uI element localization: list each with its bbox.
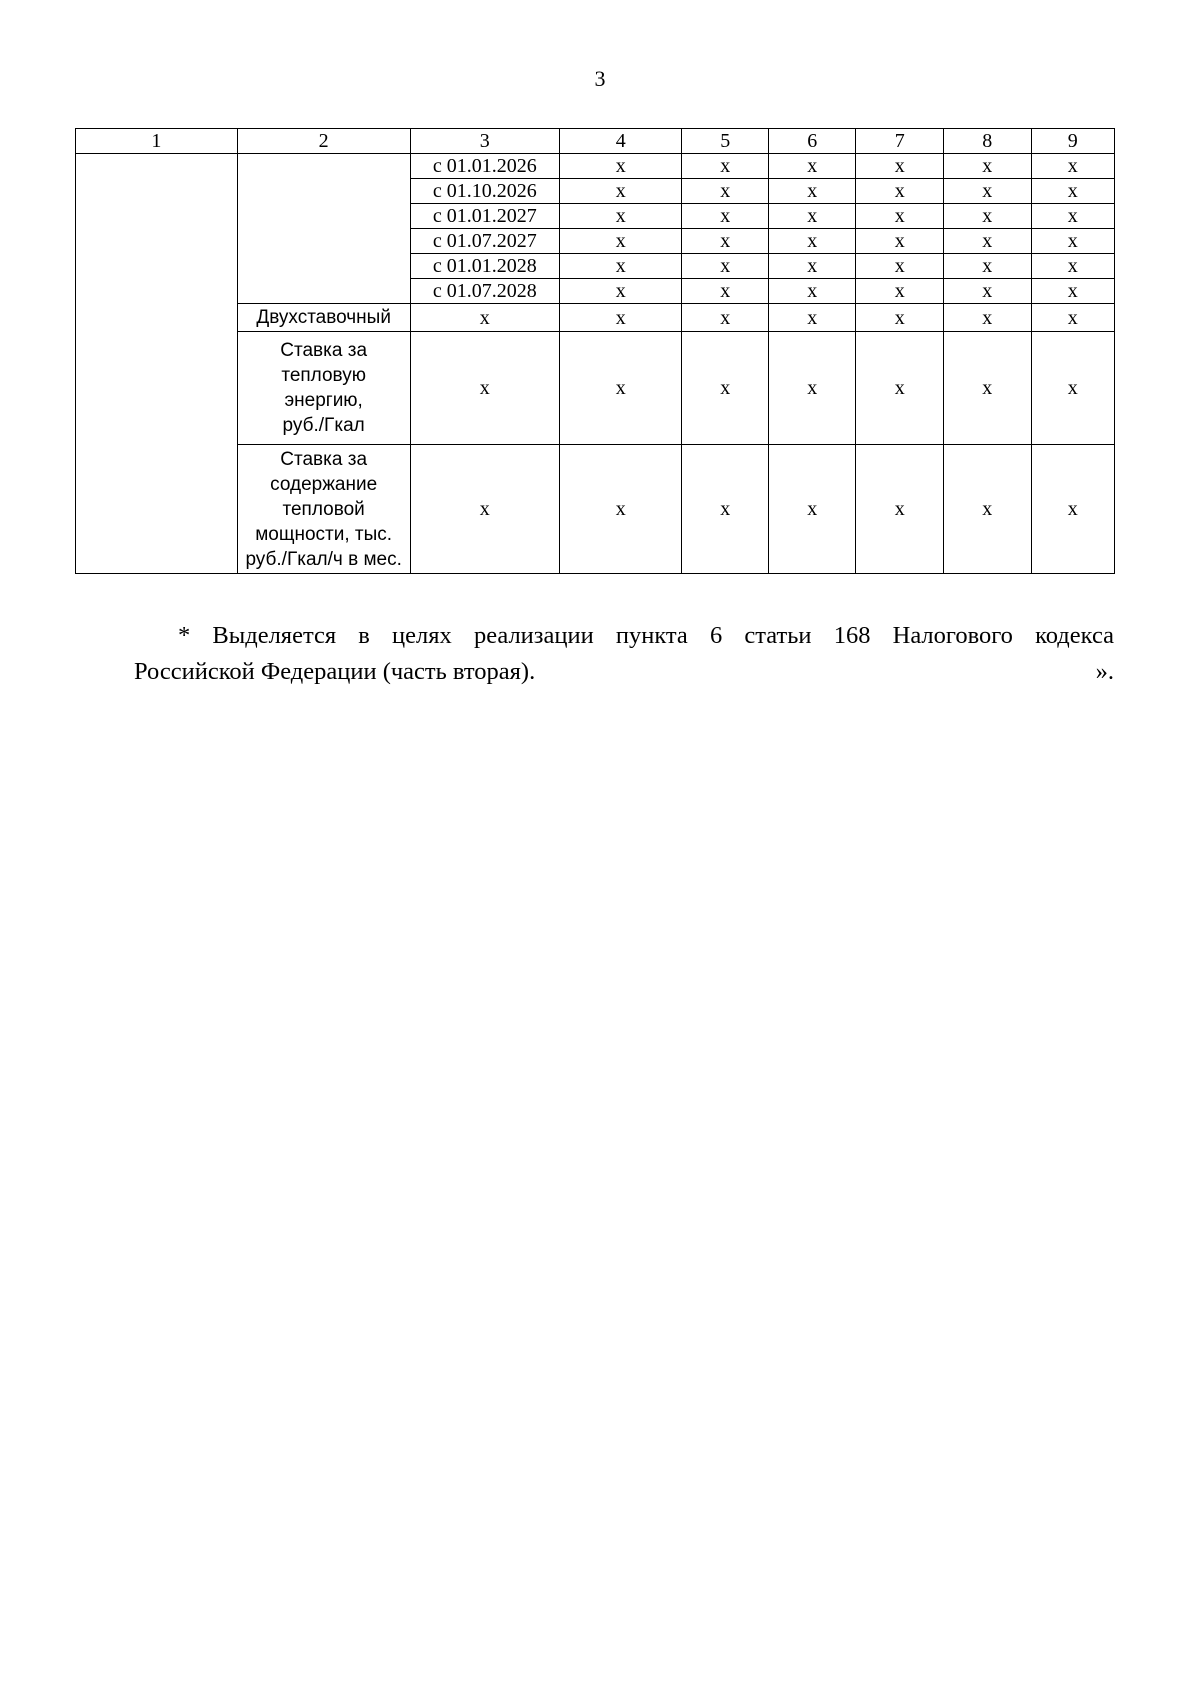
header-cell: 6 xyxy=(768,129,856,154)
mark-cell: х xyxy=(856,154,944,179)
mark-cell: х xyxy=(856,204,944,229)
mark-cell: х xyxy=(768,204,856,229)
mark-cell: х xyxy=(1031,332,1115,445)
label-line: Ставка за xyxy=(280,340,368,361)
mark-cell: х xyxy=(1031,229,1115,254)
mark-cell: х xyxy=(682,179,768,204)
label-line: тепловую xyxy=(281,365,366,386)
mark-cell: х xyxy=(559,279,682,304)
label-line: тепловой xyxy=(282,498,365,520)
label-line: мощности, тыс. xyxy=(255,523,393,545)
mark-cell: х xyxy=(943,229,1031,254)
mark-cell: х xyxy=(682,204,768,229)
footnote-line-1: * Выделяется в целях реализации пункта 6 статьи 168 Налогового кодекса xyxy=(178,622,1114,649)
header-cell: 2 xyxy=(237,129,410,154)
blank-cell xyxy=(237,154,410,304)
mark-cell: х xyxy=(559,229,682,254)
label-line: содержание xyxy=(270,473,378,495)
mark-cell: х xyxy=(559,332,682,445)
mark-cell: х xyxy=(1031,304,1115,332)
mark-cell: х xyxy=(768,254,856,279)
mark-cell: х xyxy=(768,179,856,204)
label-line: Ставка за xyxy=(280,448,368,470)
header-cell: 7 xyxy=(856,129,944,154)
mark-cell: х xyxy=(768,154,856,179)
header-cell: 4 xyxy=(559,129,682,154)
mark-cell: х xyxy=(1031,154,1115,179)
mark-cell: х xyxy=(682,229,768,254)
mark-cell: х xyxy=(559,254,682,279)
mark-cell: х xyxy=(559,445,682,574)
mark-cell: х xyxy=(856,229,944,254)
mark-cell: х xyxy=(410,332,559,445)
header-cell: 3 xyxy=(410,129,559,154)
mark-cell: х xyxy=(768,279,856,304)
mark-cell: х xyxy=(943,204,1031,229)
label-line: руб./Гкал/ч в мес. xyxy=(245,548,402,570)
table-row xyxy=(76,154,1115,179)
mark-cell: х xyxy=(943,154,1031,179)
mark-cell: х xyxy=(768,445,856,574)
mark-cell: х xyxy=(768,304,856,332)
mark-cell: х xyxy=(410,445,559,574)
table-header-row xyxy=(76,129,1115,154)
mark-cell: х xyxy=(768,332,856,445)
footnote-closing-quote: ». xyxy=(1095,658,1114,685)
mark-cell: х xyxy=(682,445,768,574)
mark-cell: х xyxy=(682,154,768,179)
header-cell: 9 xyxy=(1031,129,1115,154)
mark-cell: х xyxy=(943,179,1031,204)
mark-cell: х xyxy=(943,445,1031,574)
heat-energy-rate-label xyxy=(237,332,410,445)
mark-cell: х xyxy=(1031,179,1115,204)
mark-cell: х xyxy=(856,304,944,332)
date-cell: с 01.10.2026 xyxy=(410,179,559,204)
capacity-rate-label xyxy=(237,445,410,574)
mark-cell: х xyxy=(856,179,944,204)
mark-cell: х xyxy=(768,229,856,254)
header-cell: 5 xyxy=(682,129,768,154)
label-line: руб./Гкал xyxy=(282,415,365,436)
blank-cell xyxy=(76,154,238,574)
mark-cell: х xyxy=(856,254,944,279)
label-line: энергию, xyxy=(284,390,363,411)
header-cell: 1 xyxy=(76,129,238,154)
mark-cell: х xyxy=(559,204,682,229)
mark-cell: х xyxy=(856,332,944,445)
mark-cell: х xyxy=(943,304,1031,332)
tariff-table xyxy=(75,128,1115,574)
mark-cell: х xyxy=(943,279,1031,304)
mark-cell: х xyxy=(682,254,768,279)
date-cell: с 01.01.2027 xyxy=(410,204,559,229)
mark-cell: х xyxy=(943,332,1031,445)
header-cell: 8 xyxy=(943,129,1031,154)
page-number: 3 xyxy=(594,66,606,91)
mark-cell: х xyxy=(410,304,559,332)
mark-cell: х xyxy=(682,332,768,445)
footnote xyxy=(134,618,1114,690)
mark-cell: х xyxy=(856,445,944,574)
mark-cell: х xyxy=(1031,254,1115,279)
mark-cell: х xyxy=(559,304,682,332)
mark-cell: х xyxy=(559,154,682,179)
mark-cell: х xyxy=(559,179,682,204)
date-cell: с 01.07.2028 xyxy=(410,279,559,304)
mark-cell: х xyxy=(682,279,768,304)
mark-cell: х xyxy=(1031,279,1115,304)
date-cell: с 01.07.2027 xyxy=(410,229,559,254)
mark-cell: х xyxy=(1031,204,1115,229)
two-part-label: Двухставочный xyxy=(237,304,410,332)
mark-cell: х xyxy=(856,279,944,304)
date-cell: с 01.01.2028 xyxy=(410,254,559,279)
footnote-line-2: Российской Федерации (часть вторая). xyxy=(134,658,536,685)
mark-cell: х xyxy=(943,254,1031,279)
mark-cell: х xyxy=(682,304,768,332)
mark-cell: х xyxy=(1031,445,1115,574)
date-cell: с 01.01.2026 xyxy=(410,154,559,179)
